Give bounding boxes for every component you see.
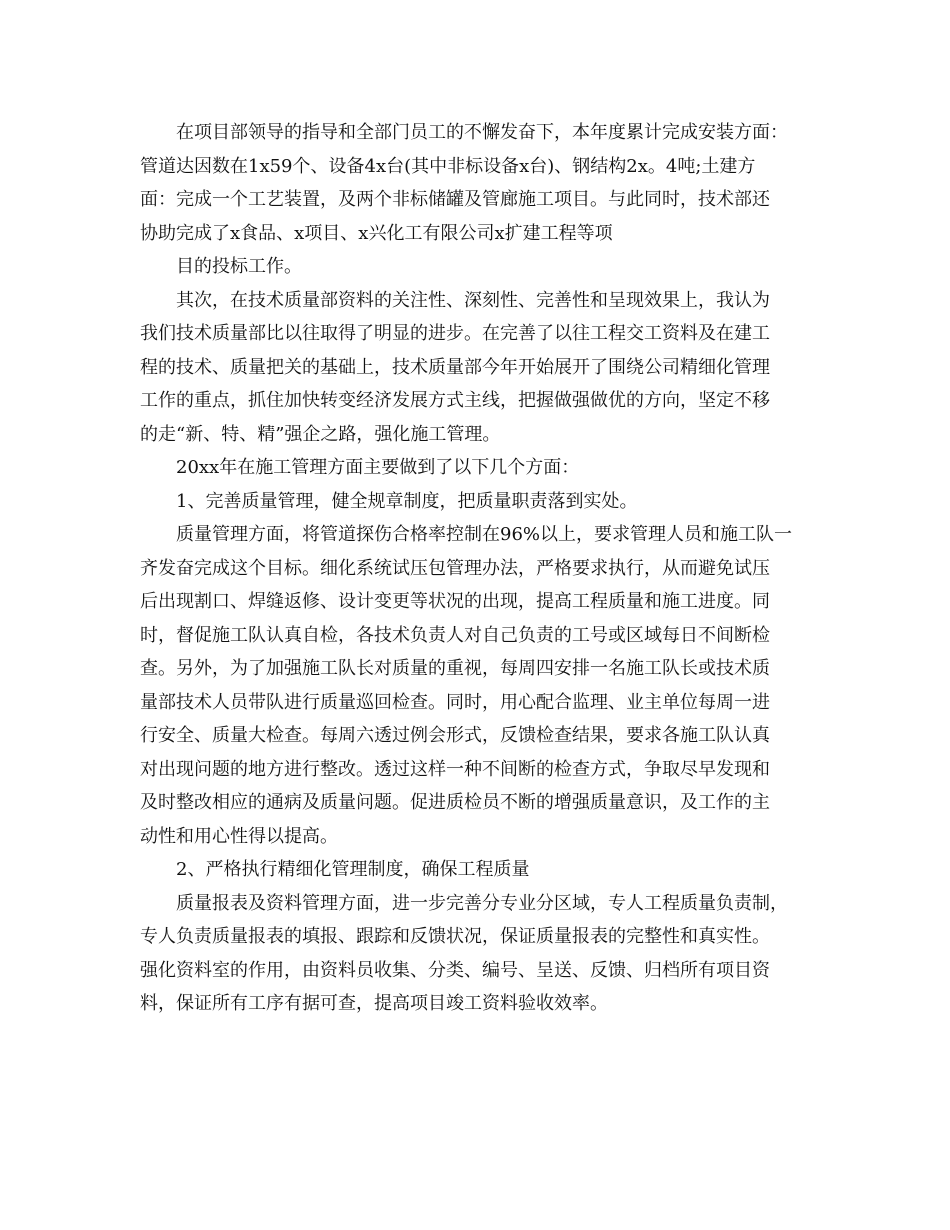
text-line: 量部技术人员带队进行质量巡回检查。同时，用心配合监理、业主单位每周一进 <box>140 691 770 713</box>
text-line: 动性和用心性得以提高。 <box>140 825 338 847</box>
text-line: 后出现割口、焊缝返修、设计变更等状况的出现，提高工程质量和施工进度。同 <box>140 591 770 612</box>
text-line: 20xx年在施工管理方面主要做到了以下几个方面： <box>176 457 580 478</box>
text-line: 协助完成了x食品、x项目、x兴化工有限公司x扩建工程等项 <box>140 222 613 244</box>
text-line: 我们技术质量部比以往取得了明显的进步。在完善了以往工程交工资料及在建工 <box>140 323 770 344</box>
text-line: 管道达因数在1x59个、设备4x台(其中非标设备x台)、钢结构2x。4吨;土建方 <box>140 155 756 177</box>
text-line: 面：完成一个工艺装置，及两个非标储罐及管廊施工项目。与此同时，技术部还 <box>140 189 770 210</box>
text-line: 质量管理方面，将管道探伤合格率控制在96%以上，要求管理人员和施工队一 <box>176 524 793 545</box>
text-line: 料，保证所有工序有据可查，提高项目竣工资料验收效率。 <box>140 993 608 1014</box>
text-line: 的走“新、特、精”强企之路，强化施工管理。 <box>140 423 501 445</box>
document-body <box>140 116 804 1021</box>
section-heading: 1、完善质量管理，健全规章制度，把质量职责落到实处。 <box>176 490 638 512</box>
text-line: 质量报表及资料管理方面，进一步完善分专业分区域，专人工程质量负责制， <box>176 892 788 914</box>
text-line: 目的投标工作。 <box>176 256 302 277</box>
text-line: 程的技术、质量把关的基础上，技术质量部今年开始展开了围绕公司精细化管理 <box>140 356 770 378</box>
text-line: 专人负责质量报表的填报、跟踪和反馈状况，保证质量报表的完整性和真实性。 <box>140 926 770 947</box>
text-line: 强化资料室的作用，由资料员收集、分类、编号、呈送、反馈、归档所有项目资 <box>140 959 770 981</box>
text-line: 其次，在技术质量部资料的关注性、深刻性、完善性和呈现效果上，我认为 <box>176 289 770 311</box>
text-line: 齐发奋完成这个目标。细化系统试压包管理办法，严格要求执行，从而避免试压 <box>140 557 770 579</box>
text-line: 对出现问题的地方进行整改。透过这样一种不间断的检查方式，争取尽早发现和 <box>140 758 770 780</box>
text-line: 查。另外，为了加强施工队长对质量的重视，每周四安排一名施工队长或技术质 <box>140 658 770 679</box>
text-line: 及时整改相应的通病及质量问题。促进质检员不断的增强质量意识，及工作的主 <box>140 792 770 813</box>
text-line: 时，督促施工队认真自检，各技术负责人对自己负责的工号或区域每日不间断检 <box>140 624 770 646</box>
section-heading: 2、严格执行精细化管理制度，确保工程质量 <box>176 859 530 880</box>
text-line: 行安全、质量大检查。每周六透过例会形式，反馈检查结果，要求各施工队认真 <box>140 725 770 746</box>
text-line: 在项目部领导的指导和全部门员工的不懈发奋下，本年度累计完成安装方面： <box>176 122 788 143</box>
text-line: 工作的重点，抓住加快转变经济发展方式主线，把握做强做优的方向，坚定不移 <box>140 390 770 411</box>
